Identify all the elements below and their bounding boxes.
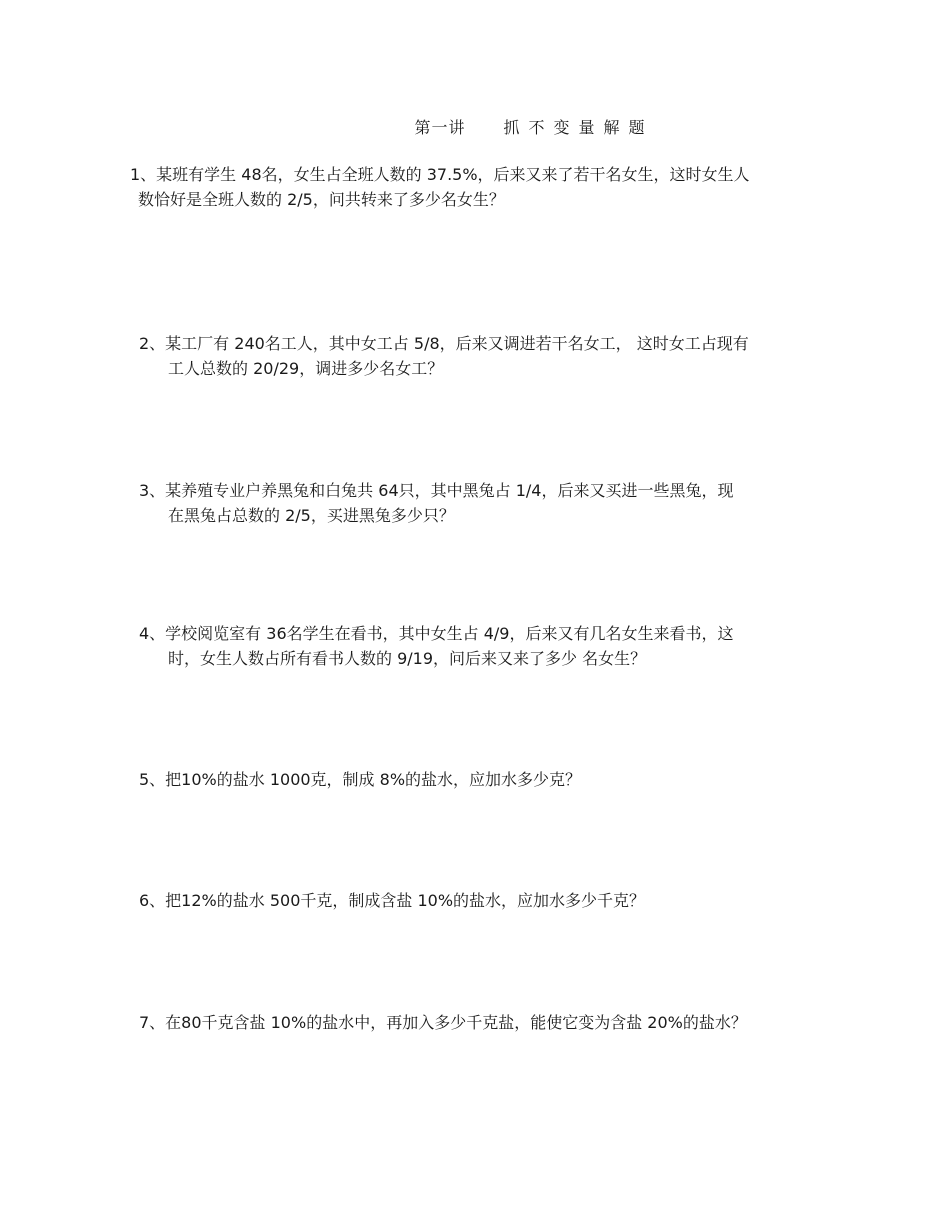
lecture-topic: 抓不变量解题 bbox=[503, 118, 654, 137]
question-5 bbox=[139, 767, 581, 792]
question-6-line-1: 6、把12%的盐水 500千克，制成含盐 10%的盐水，应加水多少千克？ bbox=[139, 891, 646, 910]
question-3-line-1: 3、某养殖专业户养黑兔和白兔共 64只，其中黑兔占 1/4，后来又买进一些黑兔，现 bbox=[139, 481, 734, 500]
question-1-line-2: 数恰好是全班人数的 2/5，问共转来了多少名女生？ bbox=[138, 190, 505, 209]
question-4-line-1: 4、学校阅览室有 36名学生在看书，其中女生占 4/9，后来又有几名女生来看书，这 bbox=[139, 624, 734, 643]
page-title bbox=[0, 115, 950, 138]
question-5-line-1: 5、把10%的盐水 1000克，制成 8%的盐水，应加水多少克？ bbox=[139, 770, 582, 789]
question-3 bbox=[139, 478, 733, 528]
question-2-line-1: 2、某工厂有 240名工人，其中女工占 5/8，后来又调进若干名女工， 这时女工占现有 bbox=[139, 334, 749, 353]
question-4 bbox=[139, 621, 733, 671]
lecture-number: 第一讲 bbox=[414, 118, 466, 137]
question-1 bbox=[130, 162, 750, 212]
question-7 bbox=[139, 1010, 747, 1035]
question-7-line-1: 7、在80千克含盐 10%的盐水中，再加入多少千克盐，能使它变为含盐 20%的盐水？ bbox=[139, 1013, 747, 1032]
question-6 bbox=[139, 888, 645, 913]
question-1-line-1: 1、某班有学生 48名，女生占全班人数的 37.5%，后来又来了若干名女生，这时女生人 bbox=[130, 165, 750, 184]
question-4-line-2: 时，女生人数占所有看书人数的 9/19，问后来又来了多少 名女生？ bbox=[168, 649, 647, 668]
question-2 bbox=[139, 331, 749, 381]
question-2-line-2: 工人总数的 20/29，调进多少名女工？ bbox=[168, 359, 444, 378]
question-3-line-2: 在黑兔占总数的 2/5，买进黑兔多少只？ bbox=[168, 506, 455, 525]
